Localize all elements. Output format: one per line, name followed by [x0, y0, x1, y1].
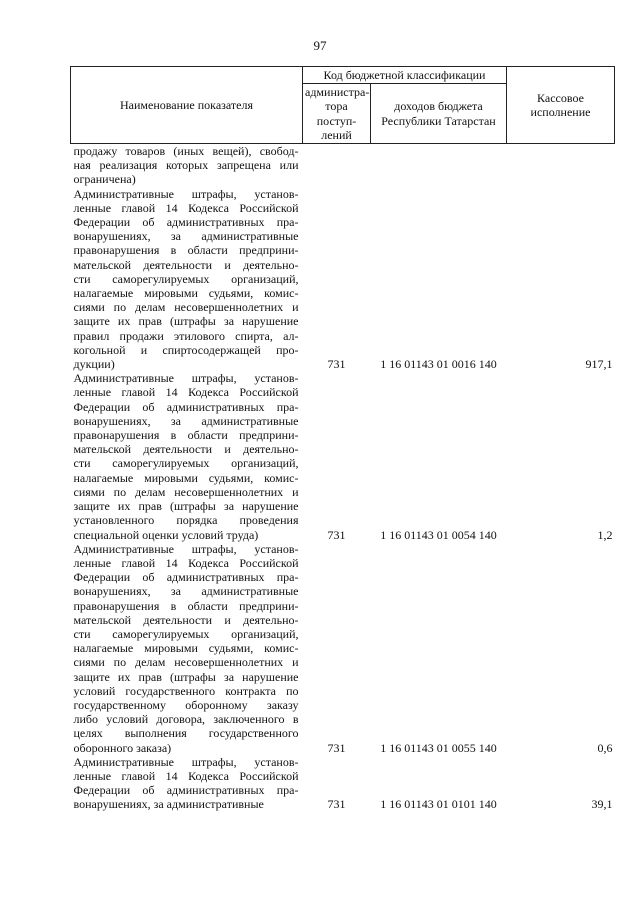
- header-name-column: Наименование показателя: [71, 67, 303, 144]
- indicator-name-line: государственному оборонному заказу: [73, 697, 299, 712]
- header-income-column: [371, 84, 507, 144]
- indicator-name-line: сти саморегулируемых организаций,: [73, 456, 299, 471]
- income-code-cell: 1 16 01143 01 0054 140: [380, 527, 497, 542]
- admin-code-cell: 731: [327, 527, 346, 542]
- cash-execution-cell: 0,6: [597, 740, 613, 755]
- income-code-cell: 1 16 01143 01 0101 140: [380, 797, 497, 812]
- table-row: [71, 371, 615, 541]
- page-number: 97: [313, 38, 327, 53]
- indicator-name-line: защите их прав (штрафы за нарушение: [73, 669, 299, 684]
- indicator-name-line: правонарушения в области предприни-: [73, 243, 299, 258]
- indicator-name-line: Административные штрафы, установ-: [73, 371, 299, 386]
- indicator-name-line: Федерации об административных пра-: [73, 570, 299, 585]
- income-code-cell: 1 16 01143 01 0055 140: [380, 740, 497, 755]
- indicator-name-line: правонарушения в области предприни-: [73, 428, 299, 443]
- indicator-name-line: Федерации об административных пра-: [73, 215, 299, 230]
- indicator-name-line: ленные главой 14 Кодекса Российской: [73, 555, 299, 570]
- income-code-cell: 1 16 01143 01 0016 140: [380, 357, 497, 372]
- admin-code-cell: 731: [327, 797, 346, 812]
- admin-code-cell: [303, 144, 371, 187]
- table-row: [71, 144, 615, 187]
- indicator-name-line: сти саморегулируемых организаций,: [73, 271, 299, 286]
- indicator-name-cell: [71, 144, 303, 187]
- header-income-line: Республики Татарстан: [381, 113, 496, 128]
- indicator-name-line: Федерации об административных пра-: [73, 399, 299, 414]
- indicator-name-line: Административные штрафы, установ-: [73, 186, 299, 201]
- table-row: [71, 542, 615, 755]
- header-code-group: Код бюджетной классификации: [303, 67, 507, 84]
- budget-table: [70, 66, 615, 812]
- indicator-name-cell: [71, 371, 303, 541]
- header-cash-line: Кассовое: [537, 90, 584, 105]
- admin-code-cell: 731: [327, 740, 346, 755]
- indicator-name-line: оборонного заказа): [73, 740, 172, 755]
- table-body: [71, 144, 615, 812]
- indicator-name-line: ограничена): [73, 172, 136, 187]
- indicator-name-line: ленные главой 14 Кодекса Российской: [73, 768, 299, 783]
- indicator-name-line: сиями по делам несовершеннолетних и: [73, 655, 299, 670]
- header-admin-line: тора поступ-: [316, 99, 357, 128]
- indicator-name-line: правил продажи этилового спирта, ал-: [73, 328, 299, 343]
- header-cash-line: исполнение: [530, 105, 591, 119]
- table-row: [71, 755, 615, 812]
- indicator-name-line: налагаемые мировыми судьями, комис-: [73, 470, 299, 485]
- indicator-name-line: целях выполнения государственного: [73, 726, 299, 741]
- income-code-cell: [371, 144, 507, 187]
- indicator-name-line: продажу товаров (иных вещей), свобод-: [73, 144, 299, 159]
- indicator-name-line: мательской деятельности и деятельно-: [73, 257, 299, 272]
- indicator-name-line: Административные штрафы, установ-: [73, 754, 299, 769]
- indicator-name-line: сиями по делам несовершеннолетних и: [73, 300, 299, 315]
- indicator-name-line: вонарушениях, за административные: [73, 797, 264, 812]
- cash-execution-cell: 917,1: [585, 357, 613, 372]
- indicator-name-line: условий государственного контракта по: [73, 683, 299, 698]
- cash-execution-cell: 39,1: [591, 797, 613, 812]
- indicator-name-line: защите их прав (штрафы за нарушение: [73, 499, 299, 514]
- header-admin-line: администра-: [305, 85, 370, 100]
- indicator-name-line: налагаемые мировыми судьями, комис-: [73, 286, 299, 301]
- indicator-name-line: защите их прав (штрафы за нарушение: [73, 314, 299, 329]
- indicator-name-line: Федерации об административных пра-: [73, 783, 299, 798]
- indicator-name-line: сти саморегулируемых организаций,: [73, 626, 299, 641]
- indicator-name-line: вонарушениях, за административные: [73, 413, 299, 428]
- indicator-name-line: мательской деятельности и деятельно-: [73, 442, 299, 457]
- indicator-name-line: ленные главой 14 Кодекса Российской: [73, 385, 299, 400]
- indicator-name-line: сиями по делам несовершеннолетних и: [73, 484, 299, 499]
- admin-code-cell: 731: [327, 357, 346, 372]
- indicator-name-line: дукции): [73, 357, 115, 372]
- table-header: [71, 67, 615, 144]
- indicator-name-cell: [71, 755, 303, 812]
- cash-execution-cell: [507, 144, 615, 187]
- indicator-name-cell: [71, 187, 303, 372]
- cash-execution-cell: 1,2: [597, 527, 613, 542]
- header-admin-column: [303, 84, 371, 144]
- indicator-name-cell: [71, 542, 303, 755]
- indicator-name-line: правонарушения в области предприни-: [73, 598, 299, 613]
- header-cash-column: [507, 67, 615, 144]
- header-income-line: доходов бюджета: [394, 99, 483, 114]
- indicator-name-line: ленные главой 14 Кодекса Российской: [73, 200, 299, 215]
- indicator-name-line: либо условий договора, заключенного в: [73, 712, 299, 727]
- indicator-name-line: Административные штрафы, установ-: [73, 541, 299, 556]
- indicator-name-line: налагаемые мировыми судьями, комис-: [73, 641, 299, 656]
- indicator-name-line: мательской деятельности и деятельно-: [73, 612, 299, 627]
- indicator-name-line: когольной и спиртосодержащей про-: [73, 342, 299, 357]
- table-row: [71, 187, 615, 372]
- indicator-name-line: вонарушениях, за административные: [73, 229, 299, 244]
- indicator-name-line: специальной оценки условий труда): [73, 527, 259, 542]
- header-admin-line: лений: [321, 127, 352, 142]
- indicator-name-line: установленного порядка проведения: [73, 513, 299, 528]
- indicator-name-line: ная реализация которых запрещена или: [73, 158, 299, 173]
- indicator-name-line: вонарушениях, за административные: [73, 584, 299, 599]
